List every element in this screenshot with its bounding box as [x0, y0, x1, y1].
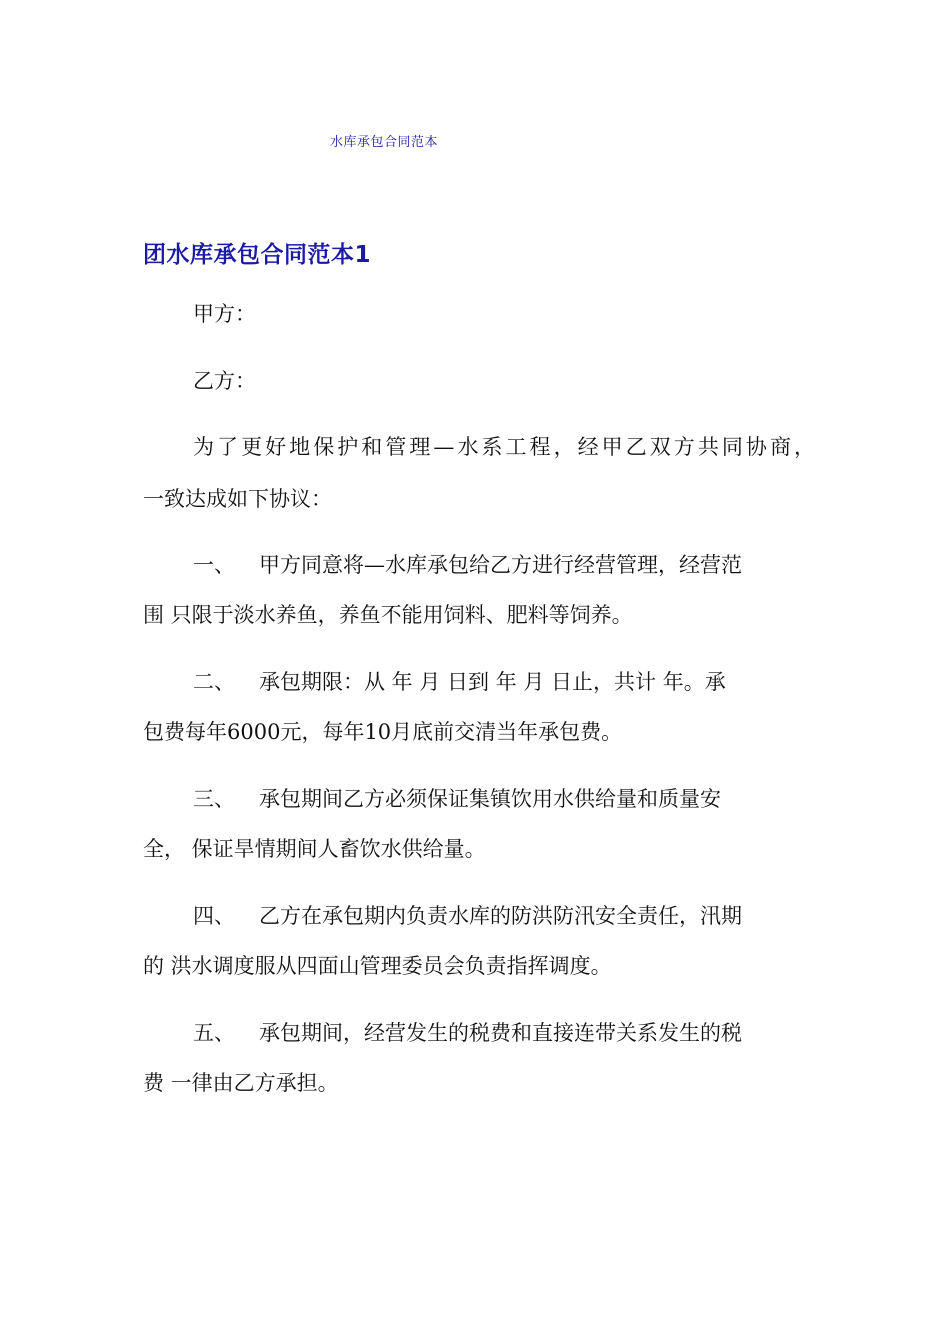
clause-4-line-1 — [193, 901, 742, 931]
clause-1-line-2: 围 只限于淡水养鱼，养鱼不能用饲料、肥料等饲养。 — [143, 603, 633, 627]
clause-text: 乙方在承包期内负责水库的防洪防汛安全责任，汛期 — [259, 904, 742, 928]
clause-number: 一、 — [193, 553, 235, 577]
page-header-title: 水库承包合同范本 — [330, 135, 439, 150]
clause-text: 甲方同意将—水库承包给乙方进行经营管理，经营范 — [259, 553, 742, 577]
clause-number: 四、 — [193, 904, 235, 928]
clause-number: 五、 — [193, 1021, 235, 1045]
document-title: 团水库承包合同范本1 — [143, 242, 372, 268]
clause-text: 承包期间，经营发生的税费和直接连带关系发生的税 — [259, 1021, 742, 1045]
clause-3-line-2: 全， 保证旱情期间人畜饮水供给量。 — [143, 837, 486, 861]
clause-1-line-1 — [193, 550, 742, 580]
party-a-label: 甲方： — [193, 302, 256, 326]
intro-line-1: 为了更好地保护和管理—水系工程，经甲乙双方共同协商， — [193, 435, 815, 459]
party-b-label: 乙方： — [193, 369, 256, 393]
clause-number: 三、 — [193, 787, 235, 811]
clause-4-line-2: 的 洪水调度服从四面山管理委员会负责指挥调度。 — [143, 954, 612, 978]
intro-line-2: 一致达成如下协议： — [143, 487, 332, 511]
clause-number: 二、 — [193, 670, 235, 694]
clause-text: 承包期限：从 年 月 日到 年 月 日止，共计 年。承 — [259, 670, 726, 694]
clause-text: 承包期间乙方必须保证集镇饮用水供给量和质量安 — [259, 787, 721, 811]
clause-5-line-1 — [193, 1018, 742, 1048]
clause-3-line-1 — [193, 784, 721, 814]
clause-2-line-1 — [193, 667, 726, 697]
clause-5-line-2: 费 一律由乙方承担。 — [143, 1071, 339, 1095]
clause-2-line-2: 包费每年6000元，每年10月底前交清当年承包费。 — [143, 720, 623, 744]
